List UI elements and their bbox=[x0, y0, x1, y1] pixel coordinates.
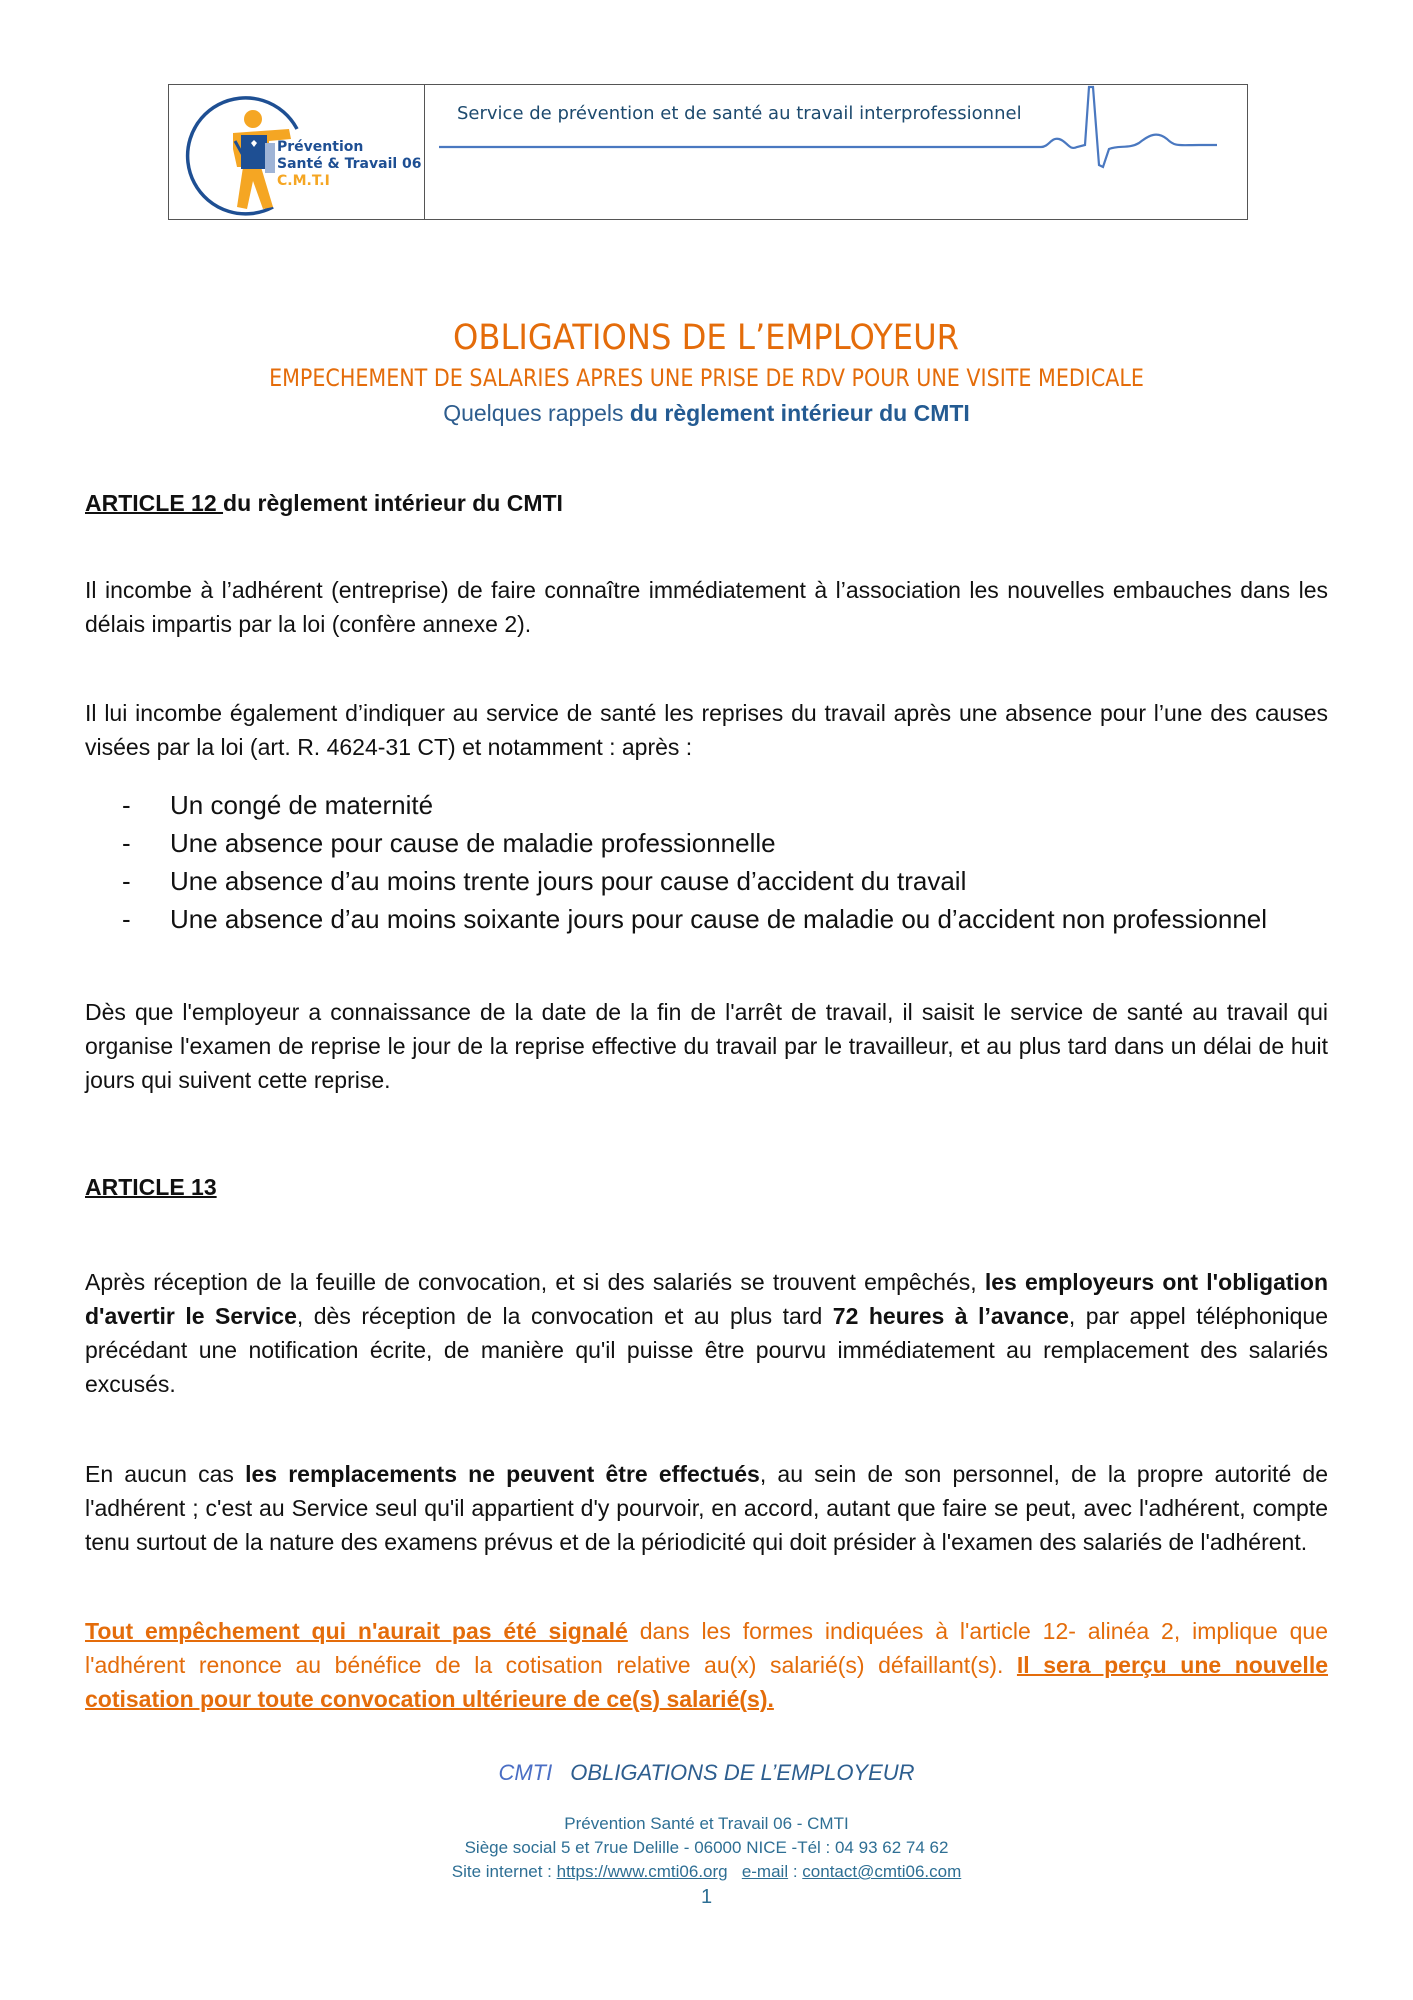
underlined-warning-2: Il sera perçu une nouvelle cotisation pour toute convocation ultérieure de ce(s) salarié(s). bbox=[85, 1652, 1329, 1712]
footer-title bbox=[0, 1760, 1413, 1786]
article-13-para-2: En aucun cas les remplacements ne peuvent être effectués, au sein de son personnel, de la propre autorité de l'adhérent ; c'est au Service seul qu'il appartient d'y pourvoir, en accord, autant que faire se peut, avec l'adhérent, compte tenu surtout de la nature des examens prévus et de la périodicité qui doit présider à l'examen des salariés de l'adhérent. bbox=[85, 1461, 1328, 1555]
list-item: - Une absence d’au moins soixante jours pour cause de maladie ou d’accident non professionnel bbox=[122, 900, 1328, 938]
article-13-para-1: Après réception de la feuille de convocation, et si des salariés se trouvent empêchés, les employeurs ont l'obligation d'avertir le Service, dès réception de la convocation et au plus tard 72 heures à l’avance, par appel téléphonique précédant une notification écrite, de manière qu'il puisse être pourvu immédiatement au remplacement des salariés excusés. bbox=[85, 1269, 1329, 1397]
ecg-line-icon bbox=[439, 85, 1249, 221]
article-12-para-1: Il incombe à l’adhérent (entreprise) de faire connaître immédiatement à l’association les nouvelles embauches dans les délais impartis par la loi (confère annexe 2). bbox=[85, 577, 1328, 637]
footer-org: Prévention Santé et Travail 06 - CMTI bbox=[564, 1814, 849, 1833]
rappel-bold: du règlement intérieur du CMTI bbox=[629, 400, 970, 426]
footer-contact: Site internet : https://www.cmti06.org e-mail : contact@cmti06.com bbox=[451, 1862, 962, 1881]
absence-list bbox=[122, 786, 1328, 938]
letterhead bbox=[168, 84, 1248, 220]
list-item: - Une absence pour cause de maladie professionnelle bbox=[122, 824, 1328, 862]
email-link[interactable]: contact@cmti06.com bbox=[802, 1862, 962, 1881]
article-12-label: ARTICLE 12 bbox=[85, 490, 224, 516]
list-dash: - bbox=[122, 790, 131, 820]
list-dash: - bbox=[122, 866, 131, 896]
footer-cmti: CMTI bbox=[498, 1760, 553, 1785]
logo-line-3: C.M.T.I bbox=[277, 173, 330, 189]
list-item: - Une absence d’au moins trente jours pour cause d’accident du travail bbox=[122, 862, 1328, 900]
bold-72h: 72 heures à l’avance bbox=[832, 1303, 1069, 1329]
page-title: OBLIGATIONS DE L’EMPLOYEUR bbox=[453, 318, 960, 358]
logo-cell bbox=[169, 85, 425, 219]
logo-line-1: Prévention bbox=[277, 139, 364, 155]
list-dash: - bbox=[122, 828, 131, 858]
article-12-heading bbox=[85, 486, 1328, 520]
page-subtitle: EMPECHEMENT DE SALARIES APRES UNE PRISE DE RDV POUR UNE VISITE MEDICALE bbox=[269, 364, 1144, 392]
article-13-heading bbox=[85, 1170, 1328, 1204]
article-12-para-2: Il lui incombe également d’indiquer au service de santé les reprises du travail après une absence pour l’une des causes visées par la loi (art. R. 4624-31 CT) et notamment : après : bbox=[85, 700, 1328, 760]
banner-cell bbox=[425, 85, 1247, 219]
website-link[interactable]: https://www.cmti06.org bbox=[556, 1862, 728, 1881]
title-block bbox=[0, 318, 1413, 427]
page-number: 1 bbox=[700, 1886, 713, 1908]
rappel-plain: Quelques rappels bbox=[443, 400, 630, 426]
logo-text bbox=[277, 139, 422, 190]
underlined-warning-1: Tout empêchement qui n'aurait pas été signalé bbox=[85, 1618, 628, 1644]
footer-address: Siège social 5 et 7rue Delille - 06000 NICE -Tél : 04 93 62 74 62 bbox=[464, 1838, 949, 1857]
article-13-para-3-warning: Tout empêchement qui n'aurait pas été signalé dans les formes indiquées à l'article 12- alinéa 2, implique que l'adhérent renonce au bénéfice de la cotisation relative au(x) salarié(s) défaillant(s). Il sera perçu une nouvelle cotisation pour toute convocation ultérieure de ce(s) salarié(s). bbox=[85, 1618, 1329, 1712]
rappel-line bbox=[0, 400, 1413, 427]
logo-line-2: Santé & Travail 06 bbox=[277, 156, 422, 172]
list-dash: - bbox=[122, 904, 131, 934]
footer-doc-title: OBLIGATIONS DE L’EMPLOYEUR bbox=[570, 1760, 915, 1785]
email-label-link[interactable]: e-mail bbox=[741, 1862, 789, 1881]
article-13-label: ARTICLE 13 bbox=[85, 1174, 217, 1200]
article-12-para-3: Dès que l'employeur a connaissance de la date de la fin de l'arrêt de travail, il saisit le service de santé au travail qui organise l'examen de reprise le jour de la reprise effective du travail par le travailleur, et au plus tard dans un délai de huit jours qui suivent cette reprise. bbox=[85, 999, 1328, 1093]
article-12-heading-rest: du règlement intérieur du CMTI bbox=[223, 490, 563, 516]
footer-info bbox=[0, 1812, 1413, 1884]
bold-remplacements: les remplacements ne peuvent être effectués bbox=[245, 1461, 760, 1487]
list-item: - Un congé de maternité bbox=[122, 786, 1328, 824]
banner-text: Service de prévention et de santé au travail interprofessionnel bbox=[457, 103, 1022, 124]
bold-obligation: les employeurs ont l'obligation d'avertir le Service bbox=[85, 1269, 1329, 1329]
